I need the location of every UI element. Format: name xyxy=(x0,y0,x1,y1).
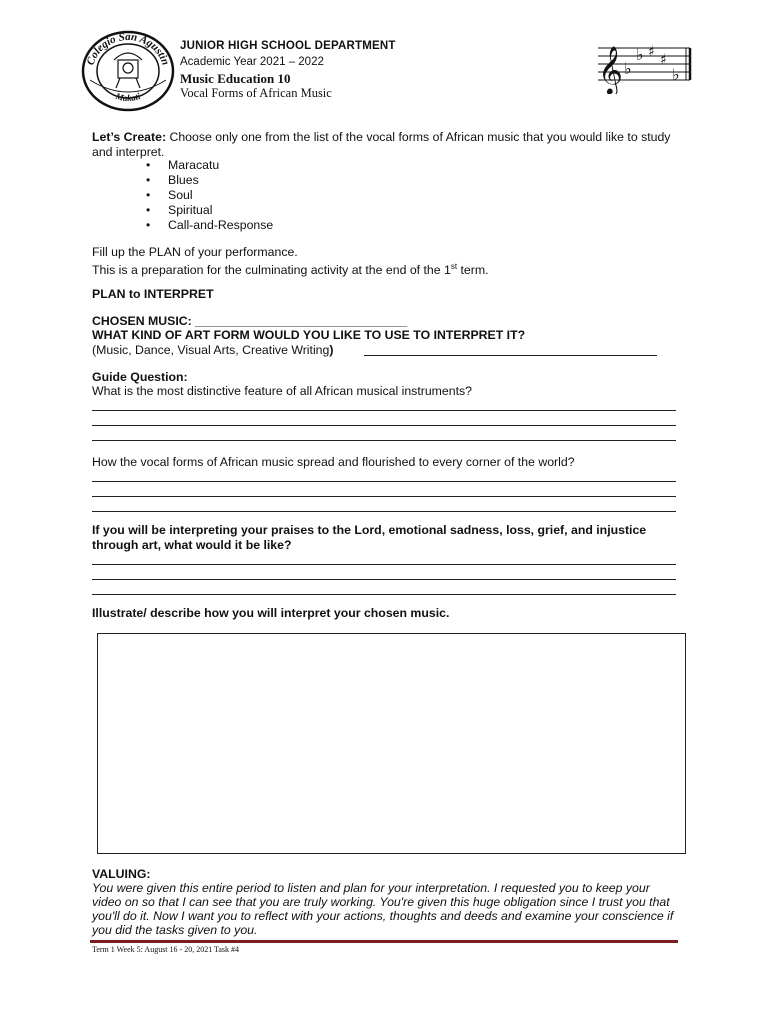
seal-text-top: Colegio San Agustin xyxy=(84,31,172,67)
list-item: • Spiritual xyxy=(146,203,273,218)
answer-line[interactable] xyxy=(92,425,676,426)
art-form-question: WHAT KIND OF ART FORM WOULD YOU LIKE TO USE TO INTERPRET IT? xyxy=(92,328,526,342)
guide-question-1: What is the most distinctive feature of all African musical instruments? xyxy=(92,384,472,398)
illustrate-prompt: Illustrate/ describe how you will interpret your chosen music. xyxy=(92,606,450,620)
illustration-box[interactable] xyxy=(97,633,686,854)
instruction-line-2: This is a preparation for the culminating activity at the end of the 1st term. xyxy=(92,262,489,278)
subject-title: Music Education 10 xyxy=(180,71,291,86)
lets-create-paragraph xyxy=(92,130,692,159)
svg-text:𝄞: 𝄞 xyxy=(598,45,623,94)
answer-line[interactable] xyxy=(92,594,676,595)
vocal-forms-list xyxy=(146,158,273,233)
list-item: • Call-and-Response xyxy=(146,218,273,233)
svg-text:♭: ♭ xyxy=(672,65,680,84)
academic-year: Academic Year 2021 – 2022 xyxy=(180,56,324,68)
valuing-text: You were given this entire period to listen and plan for your interpretation. I requested you to keep your video on so that I can see that you are truly working. You're given this huge obligation since I trust you that you'll do it. Now I want you to reflect with your actions, thoughts and deeds and examine your conscience if you did the tasks given to you. xyxy=(92,881,674,937)
lets-create-text: Choose only one from the list of the vocal forms of African music that you would like to study and interpret. xyxy=(92,130,671,159)
answer-line[interactable] xyxy=(92,579,676,580)
list-item: • Maracatu xyxy=(146,158,273,173)
svg-text:♭: ♭ xyxy=(636,45,644,64)
list-item: • Blues xyxy=(146,173,273,188)
valuing-label: VALUING: xyxy=(92,867,151,881)
lets-create-label: Let’s Create: xyxy=(92,130,167,144)
department-title: JUNIOR HIGH SCHOOL DEPARTMENT xyxy=(180,40,396,52)
answer-line[interactable] xyxy=(92,564,676,565)
music-staff-icon xyxy=(596,34,696,94)
seal-text-bottom: Makati xyxy=(114,90,142,104)
chosen-music-label: CHOSEN MUSIC: _______________________________ xyxy=(92,314,408,328)
answer-line[interactable] xyxy=(92,410,676,411)
answer-line[interactable] xyxy=(92,440,676,441)
answer-line[interactable] xyxy=(92,496,676,497)
topic-title: Vocal Forms of African Music xyxy=(180,86,332,100)
svg-text:♭: ♭ xyxy=(624,59,632,78)
instruction-line-1: Fill up the PLAN of your performance. xyxy=(92,245,298,259)
svg-text:Colegio San Agustin xyxy=(84,31,171,67)
art-form-options: (Music, Dance, Visual Arts, Creative Writing) xyxy=(92,343,334,357)
guide-question-label: Guide Question: xyxy=(92,370,188,384)
footer-rule xyxy=(90,940,678,943)
footer-text: Term 1 Week 5: August 16 - 20, 2021 Task #4 xyxy=(92,945,240,954)
list-item: • Soul xyxy=(146,188,273,203)
svg-text:♯: ♯ xyxy=(660,52,667,68)
answer-line[interactable] xyxy=(92,511,676,512)
svg-text:♯: ♯ xyxy=(648,44,655,60)
answer-line[interactable] xyxy=(92,481,676,482)
school-seal-logo xyxy=(80,30,176,112)
guide-question-2: How the vocal forms of African music spread and flourished to every corner of the world? xyxy=(92,455,575,469)
guide-question-3: If you will be interpreting your praises to the Lord, emotional sadness, loss, grief, and injustice through art, what would it be like? xyxy=(92,523,647,552)
plan-title: PLAN to INTERPRET xyxy=(92,287,214,301)
art-form-answer-line[interactable] xyxy=(364,355,657,356)
